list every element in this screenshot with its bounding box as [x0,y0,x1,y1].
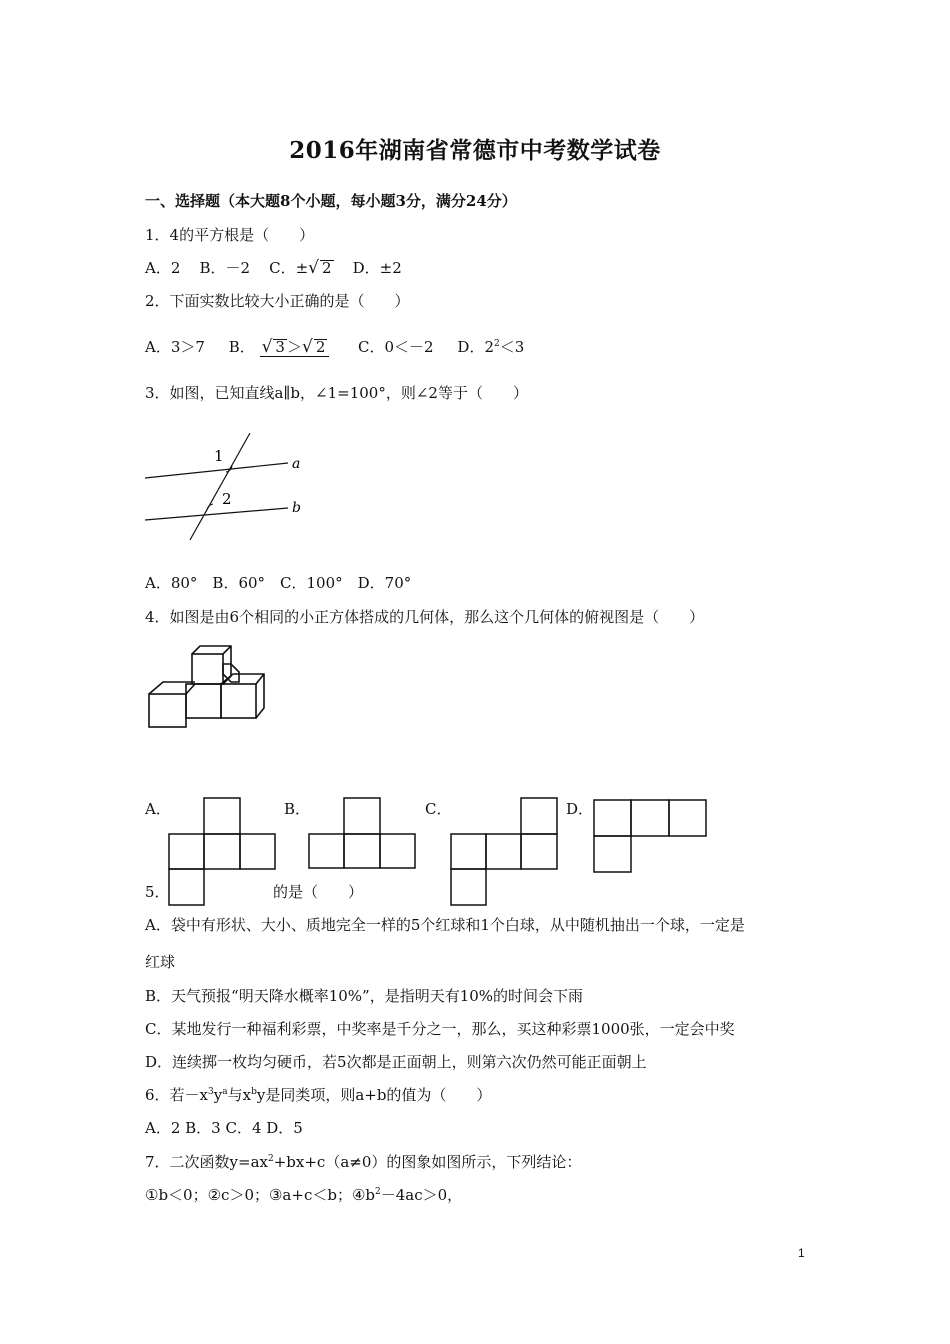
q4-option-c-grid [450,797,560,907]
q5-option-a-line1: A．袋中有形状、大小、质地完全一样的5个红球和1个白球，从中随机抽出一个球，一定是 [145,916,745,934]
label-angle-1: 1 [214,447,224,465]
line-b [145,508,288,520]
q4-option-b-label: B． [284,800,311,818]
q2-option-d-exponent: 2 [494,339,500,349]
page-title: 2016年湖南省常德市中考数学试卷 [289,137,661,164]
q2-option-b-radicand-1: 3 [275,338,285,356]
q1-stem: 1．4的平方根是（ ） [145,226,315,244]
q3-parallel-lines-figure [140,428,315,543]
label-angle-2: 2 [222,490,232,508]
q3-stem: 3．如图，已知直线a∥b，∠1=100°，则∠2等于（ ） [145,384,528,402]
q5-stem-visible: 的是（ ） [273,883,364,901]
section-heading: 一、选择题（本大题8个小题，每小题3分，满分24分） [145,192,517,210]
label-line-a: a [292,456,301,472]
q4-option-a-grid [168,797,278,907]
q2-option-a: A．3＞7 [145,338,205,356]
q4-stem: 4．如图是由6个相同的小正方体搭成的几何体，那么这个几何体的俯视图是（ ） [145,608,705,626]
q7-exponent: 2 [268,1154,274,1164]
q5-option-b: B．天气预报“明天降水概率10%”，是指明天有10%的时间会下雨 [145,987,584,1005]
q6-options: A．2 B．3 C．4 D．5 [145,1119,303,1137]
q1-option-a: A．2 [145,259,181,277]
q5-option-d: D．连续掷一枚均匀硬币，若5次都是正面朝上，则第六次仍然可能正面朝上 [145,1053,647,1071]
q7-stem [145,1151,581,1172]
q1-option-c [269,259,333,277]
q5-option-a-line2: 红球 [145,953,176,971]
q6-stem-part-d: y是同类项，则a+b的值为（ ） [256,1086,492,1104]
q2-option-b-expression [260,338,330,357]
q4-option-d-grid [593,799,710,874]
q5-option-c: C．某地发行一种福利彩票，中奖率是千分之一，那么，买这种彩票1000张，一定会中奖 [145,1020,735,1038]
q2-stem: 2．下面实数比较大小正确的是（ ） [145,292,410,310]
q6-stem-part-a: 6．若－x [145,1086,209,1104]
q4-option-c-label: C． [425,800,452,818]
sqrt-symbol: √ [261,337,273,357]
sqrt-symbol: √ [301,337,313,357]
line-a [145,463,288,478]
q7-stem-part-b: +bx+c（a≠0）的图象如图所示，下列结论： [273,1153,582,1171]
q6-exponent-2: a [222,1087,228,1097]
q2-options [145,336,524,357]
q6-stem-part-b: y [213,1086,223,1104]
q2-option-d [457,338,524,356]
q1-option-d: D．±2 [352,259,402,277]
page-number: 1 [798,1246,805,1260]
q2-option-d-base: D．2 [457,338,494,356]
q1-option-c-prefix: C．± [269,259,309,277]
q4-cube-solid-figure [145,642,270,732]
q2-option-c: C．0＜－2 [358,338,434,356]
q5-stem-number: 5． [145,883,170,901]
sqrt-symbol: √ [308,258,320,278]
q6-stem [145,1084,491,1105]
q6-stem-part-c: 与x [227,1086,252,1104]
label-line-b: b [292,500,301,516]
q7-conclusions-part-b: －4ac＞0， [380,1186,463,1204]
q1-option-c-radicand: 2 [322,259,332,277]
q4-option-a-label: A． [145,800,171,818]
q2-option-b [229,338,334,357]
q2-option-b-gt: ＞ [286,338,302,356]
q7-conclusions-exponent: 2 [375,1187,381,1197]
q4-option-d-label: D． [566,800,594,818]
q1-options [145,257,402,278]
q3-options: A．80° B．60° C．100° D．70° [145,574,412,592]
q7-conclusions-part-a: ①b＜0；②c＞0；③a+c＜b；④b [145,1186,375,1204]
q7-stem-part-a: 7．二次函数y=ax [145,1153,268,1171]
q2-option-d-rest: ＜3 [499,338,525,356]
q7-conclusions [145,1184,462,1205]
q6-exponent-1: 3 [208,1087,214,1097]
q6-exponent-3: b [251,1087,257,1097]
q2-option-b-prefix: B． [228,338,255,356]
q4-option-b-grid [308,797,418,872]
q2-option-b-radicand-2: 2 [315,338,326,356]
q1-option-b: B．－2 [199,259,251,277]
